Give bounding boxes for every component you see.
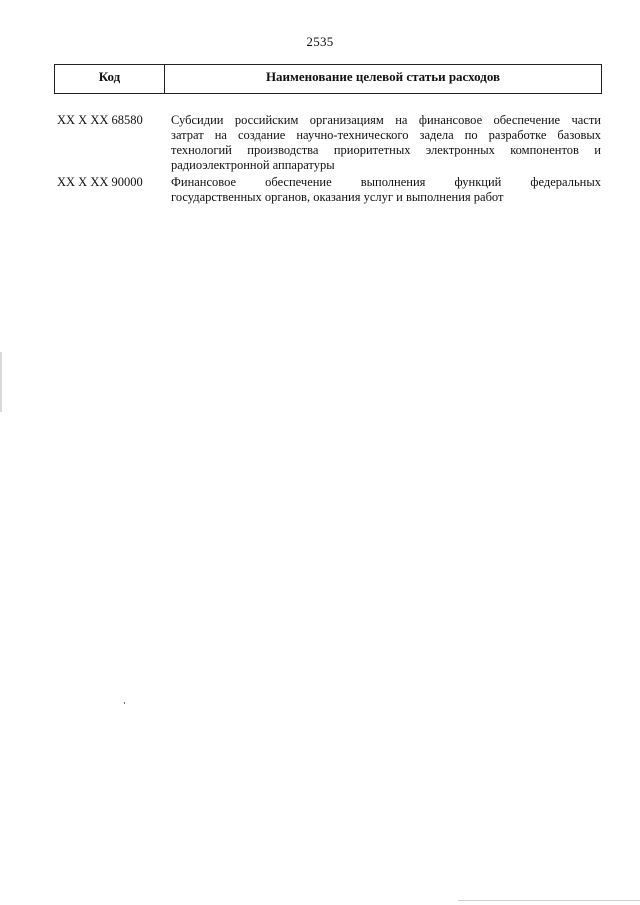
scan-bottom-edge: [458, 900, 640, 901]
table-row: [57, 175, 601, 205]
row-description: [171, 175, 601, 205]
page-number: 2535: [306, 34, 334, 49]
table-body: [57, 113, 601, 207]
description-line: Финансовое обеспечение выполнения функций федеральных: [171, 175, 601, 189]
row-code: XX X XX 90000: [57, 175, 143, 189]
description-line: технологий производства приоритетных электронных компонентов и: [171, 143, 601, 157]
scan-speck: [124, 702, 125, 704]
scan-edge-shadow: [0, 352, 2, 412]
description-line: затрат на создание научно-технического задела по разработке базовых: [171, 128, 601, 142]
row-description: [171, 113, 601, 173]
row-code: XX X XX 68580: [57, 113, 143, 127]
table-header: [54, 64, 602, 94]
header-code: Код: [55, 65, 165, 93]
description-line: Субсидии российским организациям на финансовое обеспечение части: [171, 113, 601, 127]
description-line: государственных органов, оказания услуг и выполнения работ: [171, 190, 504, 204]
table-row: [57, 113, 601, 173]
description-line: радиоэлектронной аппаратуры: [171, 158, 335, 172]
header-name: Наименование целевой статьи расходов: [265, 69, 501, 84]
